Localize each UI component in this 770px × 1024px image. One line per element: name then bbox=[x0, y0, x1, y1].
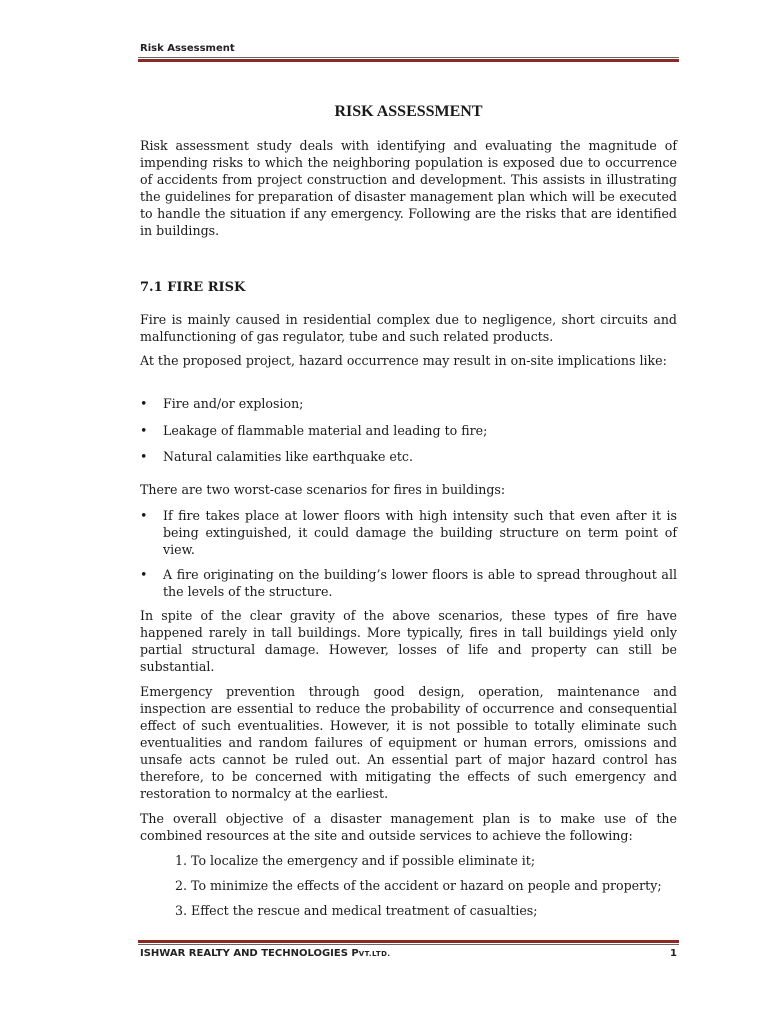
running-header: Risk Assessment bbox=[140, 43, 235, 54]
footer-company-suffix: VT.LTD. bbox=[358, 950, 391, 958]
list-item: 2. To minimize the effects of the accident or hazard on people and property; bbox=[175, 878, 662, 893]
gravity-paragraph: In spite of the clear gravity of the above scenarios, these types of fire have happened rarely in tall buildings. More typically, fires in tall buildings yield only partial structural damage. However, losses of life and property can still be substantial. bbox=[140, 608, 677, 674]
footer-rule-thin bbox=[138, 944, 679, 945]
bullet-icon: • bbox=[140, 396, 148, 411]
header-rule-thick bbox=[138, 59, 679, 62]
list-item-text: Leakage of flammable material and leading to fire; bbox=[163, 423, 488, 438]
bullet-icon: • bbox=[140, 449, 148, 464]
list-item-text: Natural calamities like earthquake etc. bbox=[163, 449, 413, 464]
fire-cause-paragraph: Fire is mainly caused in residential complex due to negligence, short circuits and malfunctioning of gas regulator, tube and such related products. bbox=[140, 312, 677, 344]
footer-company bbox=[140, 948, 391, 959]
objective-paragraph: The overall objective of a disaster management plan is to make use of the combined resources at the site and outside services to achieve the following: bbox=[140, 811, 677, 843]
implications-intro: At the proposed project, hazard occurrence may result in on-site implications like: bbox=[140, 353, 667, 368]
bullet-icon: • bbox=[140, 567, 148, 582]
footer-company-name: ISHWAR REALTY AND TECHNOLOGIES P bbox=[140, 948, 359, 959]
prevention-paragraph: Emergency prevention through good design, operation, maintenance and inspection are essential to reduce the probability of occurrence and consequential effect of such eventualities. However, it is not possible to totally eliminate such eventualities and random failures of equipment or human errors, omissions and unsafe acts cannot be ruled out. An essential part of major hazard control has therefore, to be concerned with mitigating the effects of such emergency and restoration to normalcy at the earliest. bbox=[140, 684, 677, 801]
scenarios-intro: There are two worst-case scenarios for fires in buildings: bbox=[140, 482, 506, 497]
page-number: 1 bbox=[670, 948, 677, 959]
bullet-icon: • bbox=[140, 423, 148, 438]
page-title: RISK ASSESSMENT bbox=[334, 103, 483, 120]
footer-rule-thick bbox=[138, 940, 679, 943]
section-heading: 7.1 FIRE RISK bbox=[140, 280, 246, 295]
list-item-text: Fire and/or explosion; bbox=[163, 396, 304, 411]
list-item: 1. To localize the emergency and if possible eliminate it; bbox=[175, 853, 536, 868]
list-item: 3. Effect the rescue and medical treatment of casualties; bbox=[175, 903, 538, 918]
list-item-text: If fire takes place at lower floors with high intensity such that even after it is being extinguished, it could damage the building structure on term point of view. bbox=[163, 508, 677, 557]
bullet-icon: • bbox=[140, 508, 148, 523]
list-item-text: A fire originating on the building’s lower floors is able to spread throughout all the levels of the structure. bbox=[163, 567, 677, 599]
intro-paragraph: Risk assessment study deals with identifying and evaluating the magnitude of impending risks to which the neighboring population is exposed due to occurrence of accidents from project construction and development. This assists in illustrating the guidelines for preparation of disaster management plan which will be executed to handle the situation if any emergency. Following are the risks that are identified in buildings. bbox=[140, 138, 677, 238]
header-rule-thin bbox=[138, 57, 679, 58]
